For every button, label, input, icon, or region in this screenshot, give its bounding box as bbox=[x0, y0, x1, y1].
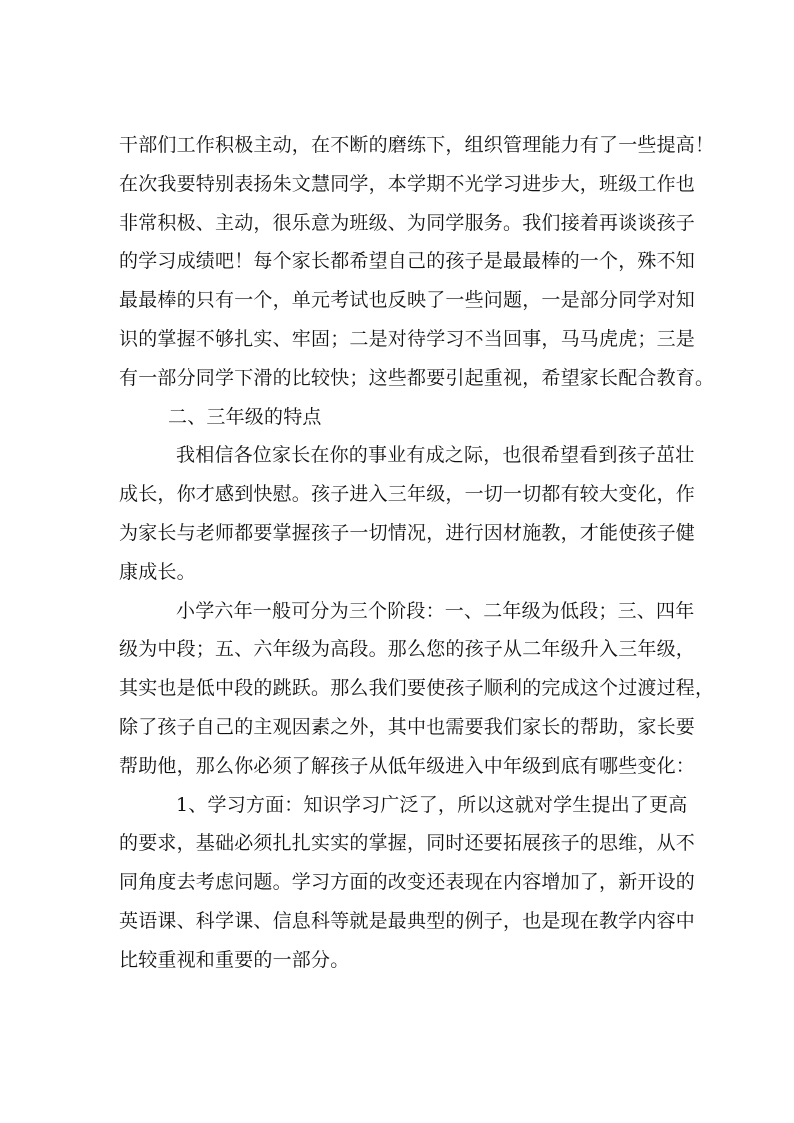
text-line: 在次我要特别表扬朱文慧同学，本学期不光学习进步大，班级工作也 bbox=[119, 172, 696, 195]
text-line: 干部们工作积极主动，在不断的磨练下，组织管理能力有了一些提高！ bbox=[119, 134, 715, 156]
text-line: 的要求，基础必须扎扎实实的掌握，同时还要拓展孩子的思维，从不 bbox=[119, 832, 696, 855]
text-line: 级为中段；五、六年级为高段。那么您的孩子从二年级升入三年级， bbox=[119, 638, 696, 661]
section-heading bbox=[119, 398, 679, 437]
text-line: 非常积极、主动，很乐意为班级、为同学服务。我们接着再谈谈孩子 bbox=[119, 211, 696, 234]
text-line: 为家长与老师都要掌握孩子一切情况，进行因材施教，才能使孩子健 bbox=[119, 521, 696, 544]
text-line: 我相信各位家长在你的事业有成之际，也很希望看到孩子茁壮 bbox=[176, 444, 695, 467]
text-line: 识的掌握不够扎实、牢固；二是对待学习不当回事，马马虎虎；三是 bbox=[119, 327, 696, 350]
text-line: 1、学习方面：知识学习广泛了，所以这就对学生提出了更高 bbox=[176, 793, 688, 816]
text-line: 的学习成绩吧！每个家长都希望自己的孩子是最最棒的一个，殊不知 bbox=[119, 250, 696, 273]
text-line: 比较重视和重要的一部分。 bbox=[119, 948, 350, 971]
paragraph bbox=[119, 592, 715, 786]
text-line: 其实也是低中段的跳跃。那么我们要使孩子顺利的完成这个过渡过程， bbox=[119, 677, 715, 700]
section-heading-text: 二、三年级的特点 bbox=[168, 405, 322, 428]
paragraph bbox=[119, 786, 696, 980]
text-line: 康成长。 bbox=[119, 560, 196, 583]
text-line: 有一部分同学下滑的比较快；这些都要引起重视，希望家长配合教育。 bbox=[119, 366, 715, 389]
text-line: 小学六年一般可分为三个阶段：一、二年级为低段；三、四年 bbox=[176, 599, 695, 622]
text-line: 同角度去考虑问题。学习方面的改变还表现在内容增加了，新开设的 bbox=[119, 871, 696, 894]
text-line: 除了孩子自己的主观因素之外，其中也需要我们家长的帮助，家长要 bbox=[119, 715, 696, 738]
text-line: 英语课、科学课、信息科等就是最典型的例子，也是现在教学内容中 bbox=[119, 909, 696, 932]
paragraph-continuation bbox=[119, 126, 715, 398]
text-line: 成长，你才感到快慰。孩子进入三年级，一切一切都有较大变化，作 bbox=[119, 483, 696, 506]
text-line: 帮助他，那么你必须了解孩子从低年级进入中年级到底有哪些变化： bbox=[119, 754, 696, 777]
text-line: 最最棒的只有一个，单元考试也反映了一些问题，一是部分同学对知 bbox=[119, 289, 696, 312]
document-page bbox=[119, 126, 715, 980]
paragraph bbox=[119, 436, 696, 591]
